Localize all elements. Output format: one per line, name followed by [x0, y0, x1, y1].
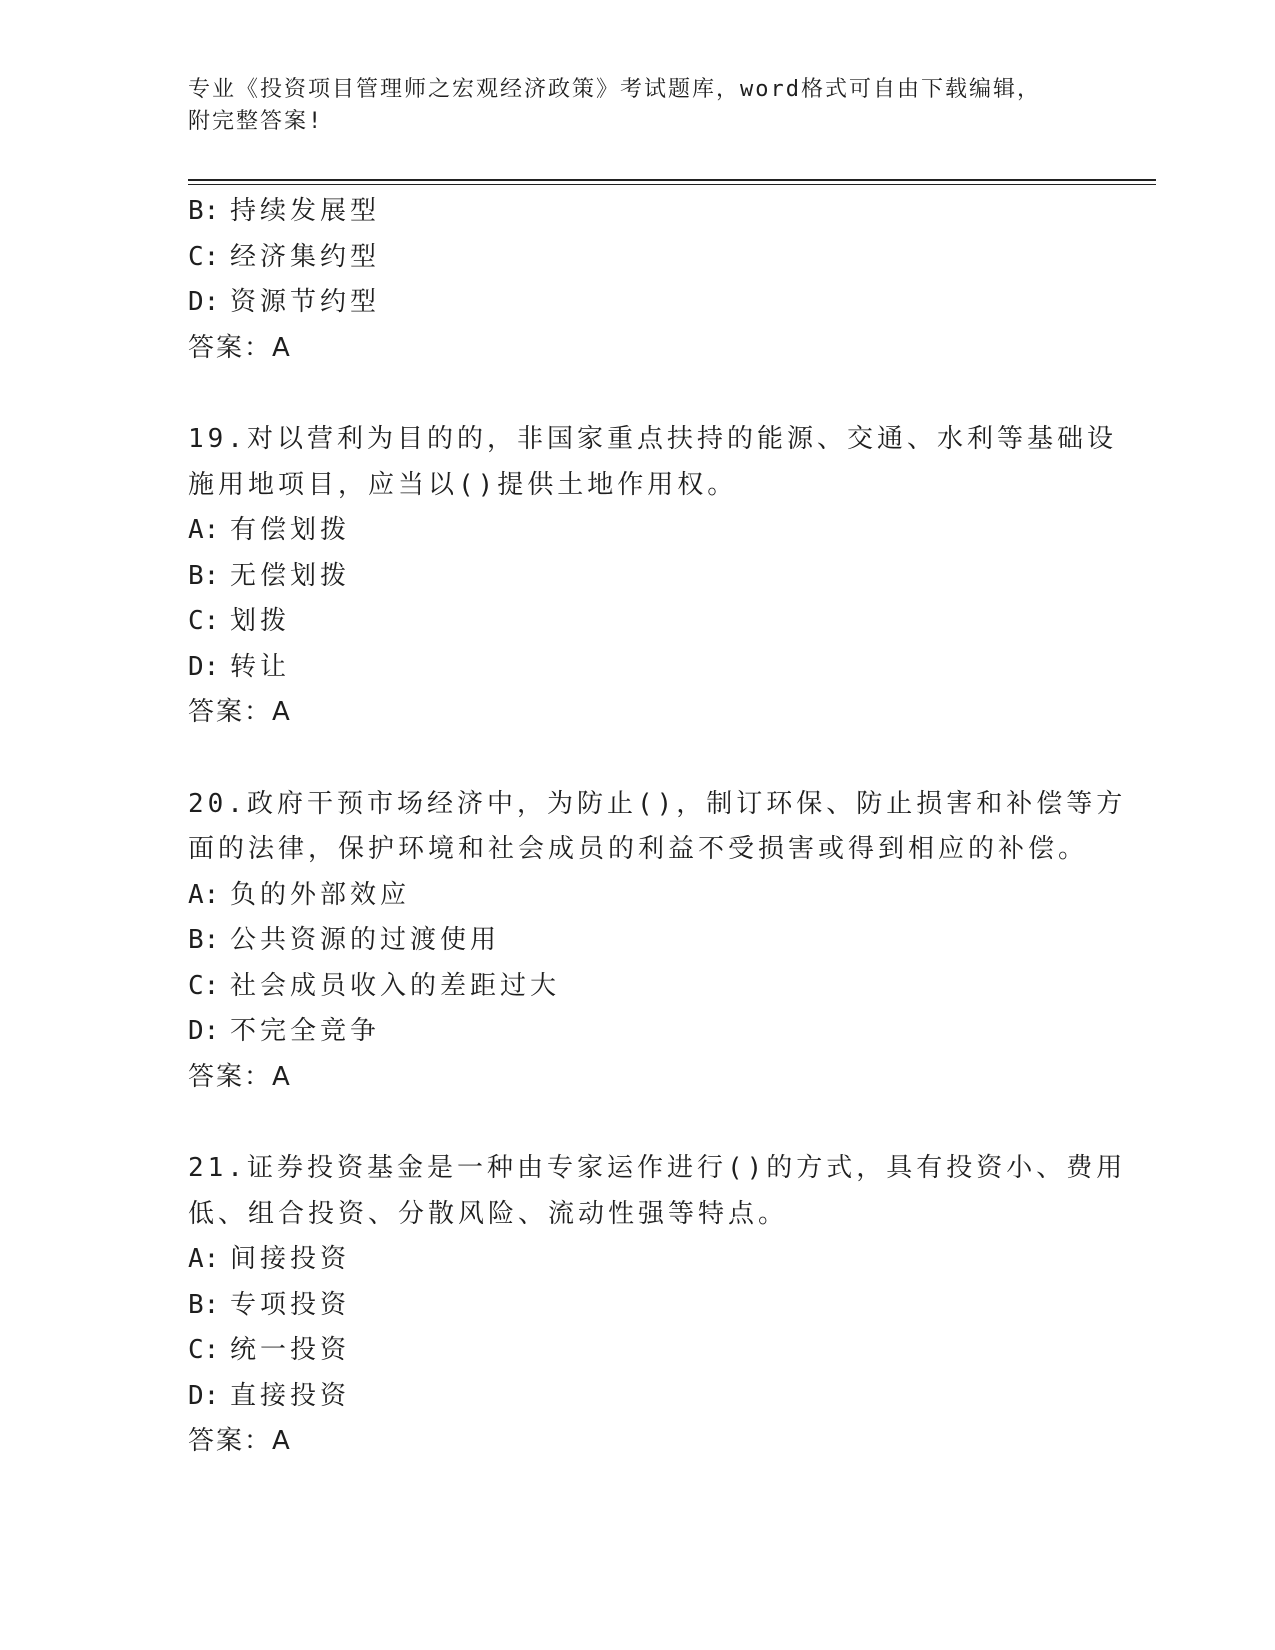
option-text: 社会成员收入的差距过大: [230, 970, 561, 1001]
option-text: 有偿划拨: [230, 515, 351, 545]
prev-question-block: [188, 189, 1088, 371]
option-c: [188, 599, 1088, 645]
option-text: 持续发展型: [230, 196, 381, 226]
question-20: [188, 782, 1127, 1101]
option-text: 无偿划拨: [230, 560, 351, 591]
option-text: 间接投资: [230, 1244, 351, 1274]
option-key: C:: [188, 1335, 220, 1365]
option-b: [188, 918, 1088, 964]
option-key: C:: [188, 970, 220, 1001]
answer-line: 答案：A: [188, 697, 292, 727]
spacer: [188, 1100, 1088, 1146]
option-d: [188, 645, 1088, 691]
option-d: [188, 280, 1088, 326]
option-key: B:: [188, 560, 220, 591]
answer-line: 答案：A: [188, 1061, 292, 1092]
option-key: C:: [188, 606, 220, 636]
document-header: [188, 74, 1088, 138]
question-21: [188, 1146, 1127, 1465]
question-stem-line: 19.对以营利为目的的，非国家重点扶持的能源、交通、水利等基础设: [188, 424, 1117, 454]
option-text: 资源节约型: [230, 287, 381, 317]
spacer: [188, 371, 1088, 417]
option-key: D:: [188, 1016, 220, 1046]
option-c: [188, 1328, 1088, 1374]
option-c: [188, 235, 1088, 281]
option-key: A:: [188, 1244, 220, 1274]
question-stem-line: 面的法律，保护环境和社会成员的利益不受损害或得到相应的补偿。: [188, 834, 1089, 864]
question-stem-line: 施用地项目，应当以()提供土地作用权。: [188, 469, 738, 500]
option-text: 经济集约型: [230, 241, 381, 272]
option-a: [188, 508, 1088, 554]
option-key: D:: [188, 1380, 220, 1411]
option-text: 划拨: [230, 606, 291, 636]
question-stem-line: 20.政府干预市场经济中，为防止()，制订环保、防止损害和补偿等方: [188, 788, 1127, 819]
option-b: [188, 189, 1088, 235]
option-text: 统一投资: [230, 1335, 351, 1365]
option-c: [188, 964, 1088, 1010]
option-b: [188, 1283, 1088, 1329]
option-key: B:: [188, 196, 220, 226]
option-a: [188, 1237, 1088, 1283]
option-key: D:: [188, 287, 220, 317]
option-text: 不完全竞争: [230, 1016, 381, 1046]
option-d: [188, 1009, 1088, 1055]
option-text: 转让: [230, 651, 291, 682]
answer-line: 答案：A: [188, 332, 292, 363]
question-stem-line: 低、组合投资、分散风险、流动性强等特点。: [188, 1198, 789, 1229]
option-d: [188, 1374, 1088, 1420]
header-line-2: 附完整答案!: [188, 109, 324, 134]
option-key: C:: [188, 241, 220, 272]
option-text: 负的外部效应: [230, 879, 411, 910]
answer-line: 答案：A: [188, 1426, 292, 1456]
header-line-1: 专业《投资项目管理师之宏观经济政策》考试题库，word格式可自由下载编辑，: [188, 77, 1041, 102]
option-key: B:: [188, 925, 220, 955]
header-divider: [188, 179, 1156, 185]
option-key: A:: [188, 515, 220, 545]
question-stem-line: 21.证券投资基金是一种由专家运作进行()的方式，具有投资小、费用: [188, 1153, 1127, 1183]
option-text: 公共资源的过渡使用: [230, 925, 501, 955]
option-key: A:: [188, 879, 220, 910]
option-b: [188, 554, 1088, 600]
option-text: 专项投资: [230, 1289, 351, 1320]
option-key: D:: [188, 651, 220, 682]
option-a: [188, 873, 1088, 919]
question-list: [188, 189, 1127, 1465]
option-text: 直接投资: [230, 1380, 351, 1411]
spacer: [188, 736, 1088, 782]
option-key: B:: [188, 1289, 220, 1320]
question-19: [188, 417, 1117, 736]
